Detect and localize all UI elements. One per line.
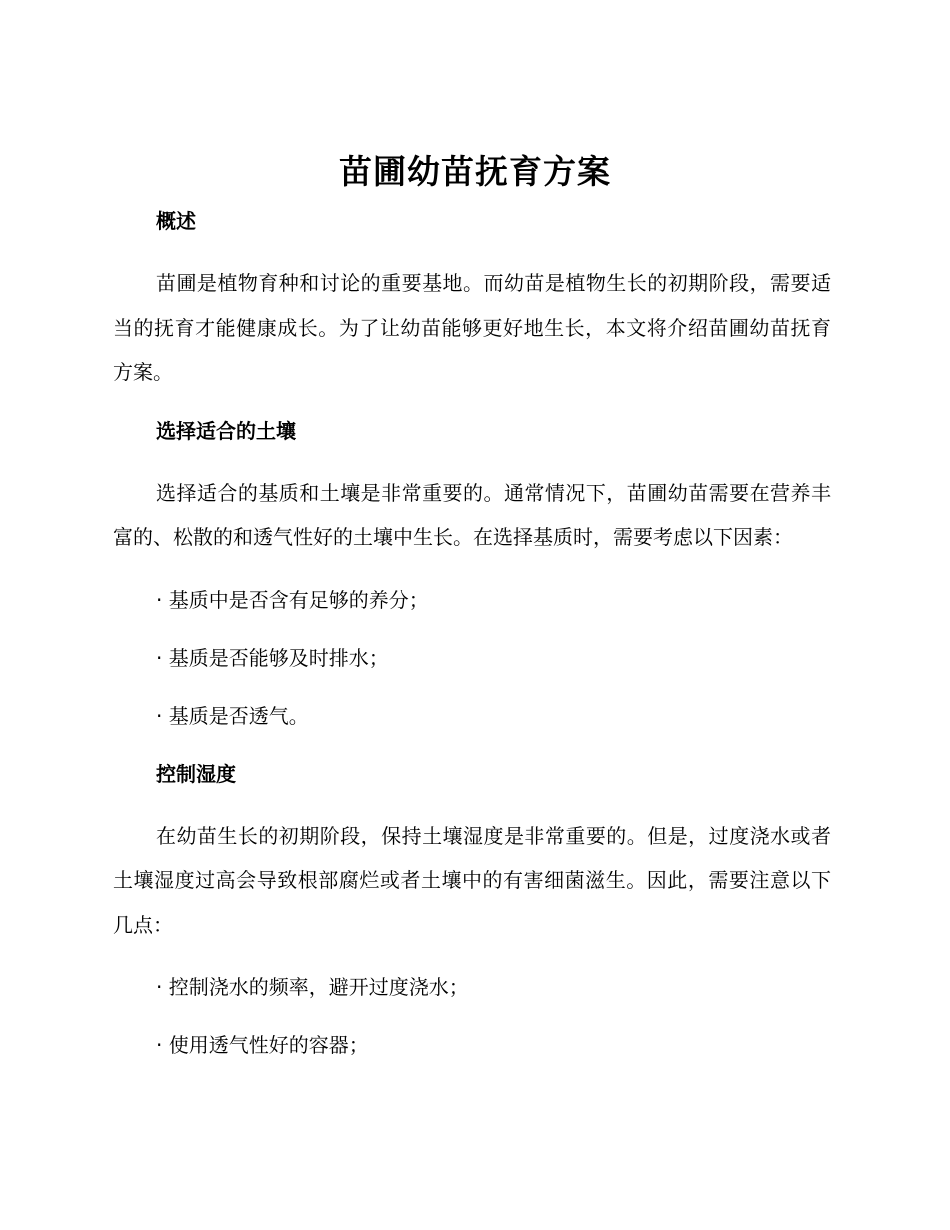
section-heading-overview: 概述 (156, 209, 196, 233)
section-heading-soil: 选择适合的土壤 (156, 418, 296, 443)
list-item: · 控制浇水的频率，避开过度浇水； (156, 975, 469, 999)
section-paragraph-soil: 选择适合的基质和土壤是非常重要的。通常情况下，苗圃幼苗需要在营养丰富的、松散的和透气性好的土壤中生长。在选择基质时，需要考虑以下因素： (113, 480, 831, 549)
list-item: · 基质是否能够及时排水； (156, 645, 389, 670)
document-body (113, 203, 831, 1063)
document-title: 苗圃幼苗抚育方案 (339, 152, 611, 191)
list-item: · 基质中是否含有足够的养分； (156, 587, 429, 612)
section-paragraph-humidity: 在幼苗生长的初期阶段，保持土壤湿度是非常重要的。但是，过度浇水或者土壤湿度过高会导致根部腐烂或者土壤中的有害细菌滋生。因此，需要注意以下几点： (113, 823, 831, 937)
list-item: · 基质是否透气。 (156, 703, 309, 728)
section-heading-humidity: 控制湿度 (156, 761, 236, 786)
section-paragraph-overview: 苗圃是植物育种和讨论的重要基地。而幼苗是植物生长的初期阶段，需要适当的抚育才能健康成长。为了让幼苗能够更好地生长，本文将介绍苗圃幼苗抚育方案。 (113, 271, 831, 384)
list-item: · 使用透气性好的容器； (156, 1033, 369, 1057)
